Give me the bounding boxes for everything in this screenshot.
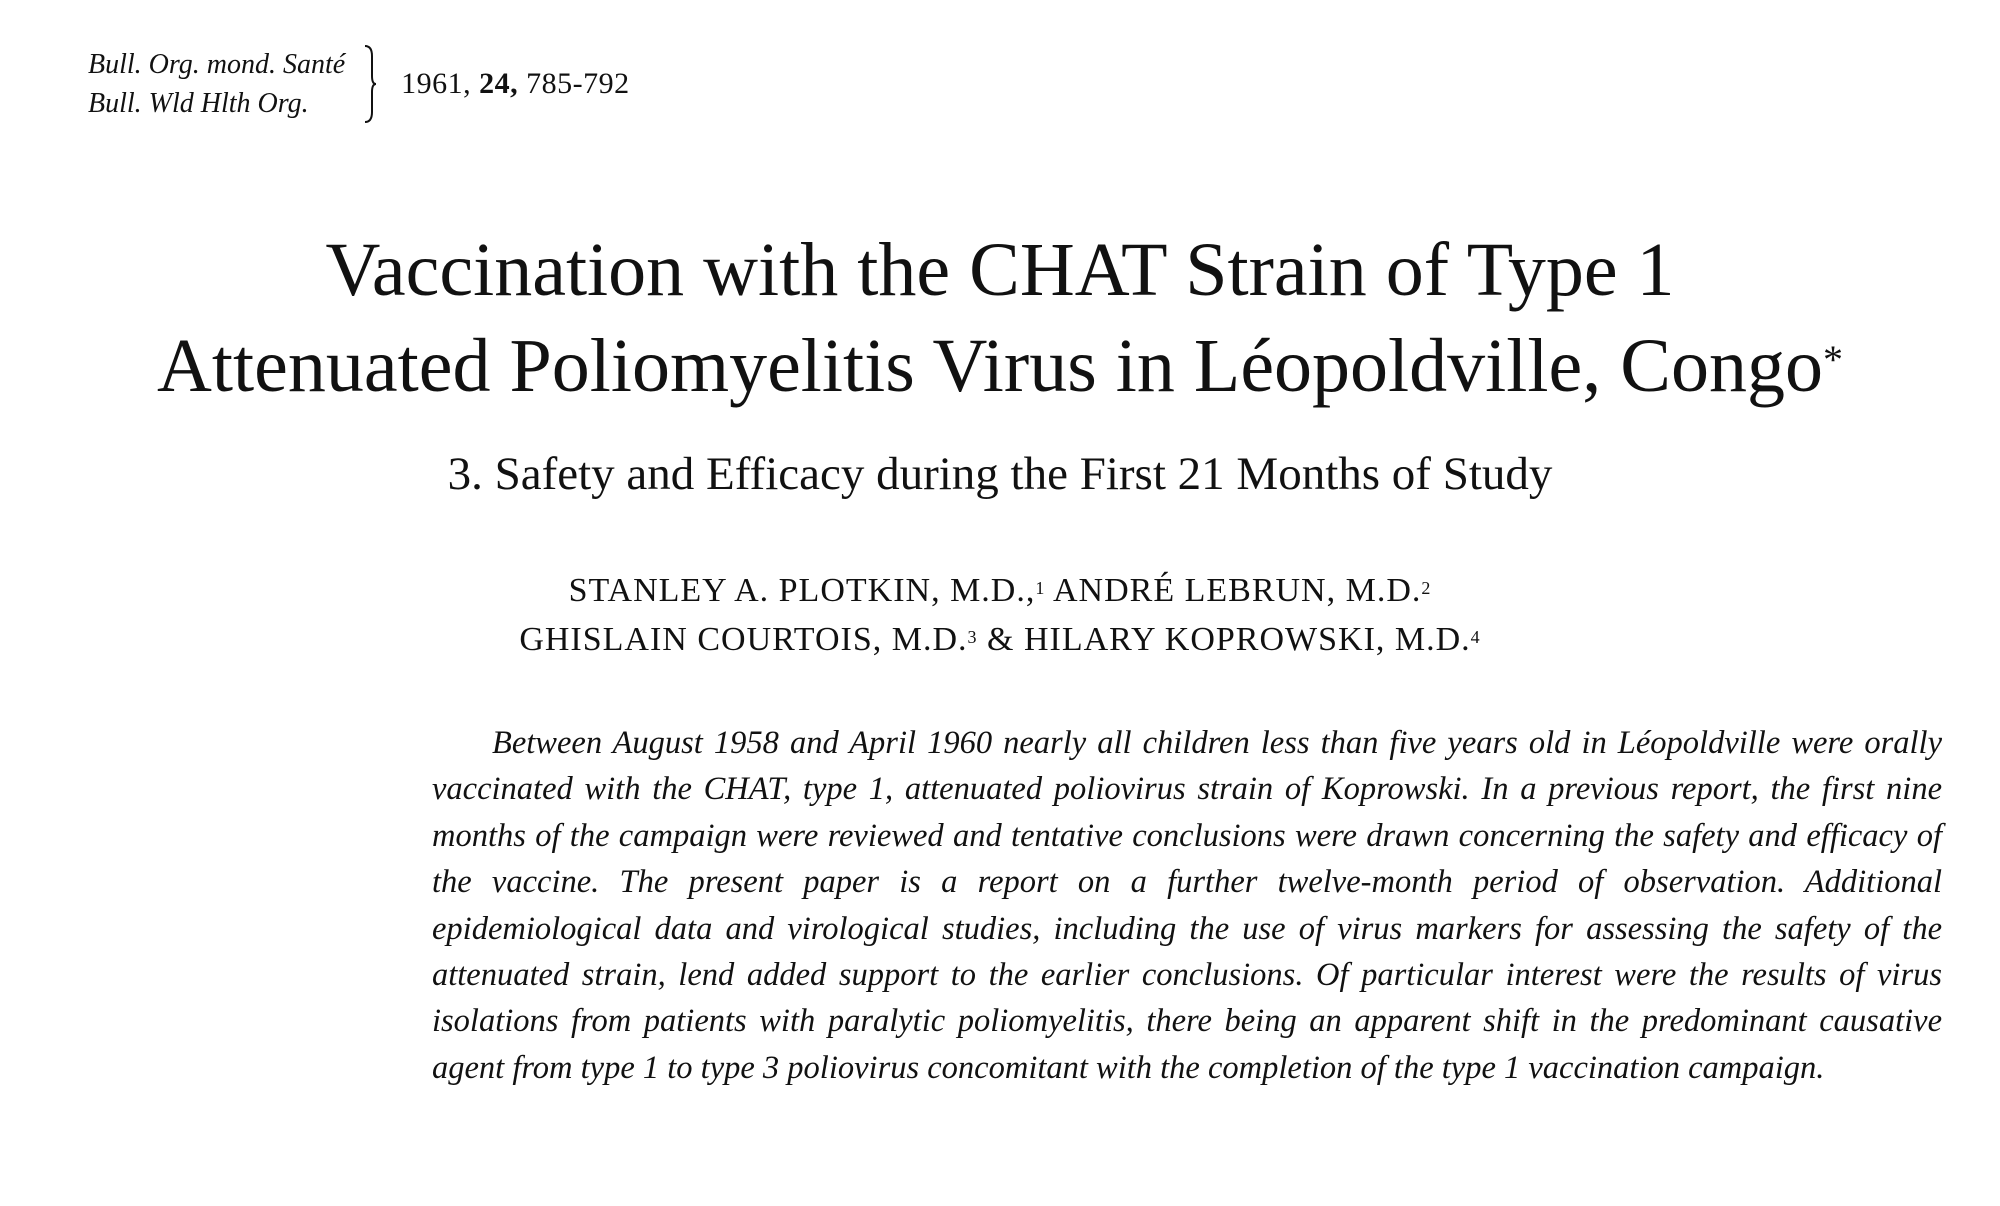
citation-volume: 24, — [479, 67, 519, 100]
journal-name-english: Bull. Wld Hlth Org. — [88, 88, 309, 119]
abstract: Between August 1958 and April 1960 nearly all children less than five years old in Léopoldville were orally vaccinated with the CHAT, type 1, attenuated poliovirus strain of Koprowski. In a previous report, the first nine months of the campaign were reviewed and tentative conclusions were drawn concerning the safety and efficacy of the vaccine. The present paper is a report on a further twelve-month period of observation. Additional epidemiological data and virological studies, including the use of virus markers for assessing the safety of the attenuated strain, lend added support to the earlier conclusions. Of particular interest were the results of virus isolations from patients with paralytic poliomyelitis, there being an apparent shift in the predominant causative agent from type 1 to type 3 poliovirus concomitant with the completion of the type 1 vaccination campaign. — [432, 725, 1942, 1086]
title-line-2: Attenuated Poliomyelitis Virus in Léopoldville, Congo — [157, 324, 1823, 408]
title-line-1: Vaccination with the CHAT Strain of Type 1 — [325, 228, 1675, 312]
citation-year: 1961, — [401, 67, 472, 100]
author-separator: & — [977, 621, 1024, 658]
title-footnote-marker: * — [1822, 337, 1843, 382]
author-list — [0, 566, 2000, 664]
journal-header — [88, 44, 630, 124]
article-subtitle: 3. Safety and Efficacy during the First 21 Months of Study — [447, 448, 1553, 500]
author-affiliation-marker: 2 — [1421, 578, 1432, 598]
author-name: HILARY KOPROWSKI, M.D. — [1023, 621, 1471, 658]
right-brace-icon — [363, 44, 377, 124]
journal-names — [88, 45, 363, 123]
citation — [401, 67, 630, 101]
author-line-2 — [0, 615, 2000, 664]
author-name: ANDRÉ LEBRUN, M.D. — [1053, 572, 1422, 609]
author-name: STANLEY A. PLOTKIN, M.D., — [568, 572, 1036, 609]
citation-pages: 785-792 — [526, 67, 630, 100]
author-line-1 — [0, 566, 2000, 615]
author-affiliation-marker: 3 — [967, 627, 978, 647]
article-title — [0, 222, 2000, 414]
author-separator — [1045, 572, 1053, 609]
author-affiliation-marker: 1 — [1035, 578, 1046, 598]
author-name: GHISLAIN COURTOIS, M.D. — [519, 621, 968, 658]
author-affiliation-marker: 4 — [1470, 627, 1481, 647]
journal-name-french: Bull. Org. mond. Santé — [88, 49, 346, 80]
